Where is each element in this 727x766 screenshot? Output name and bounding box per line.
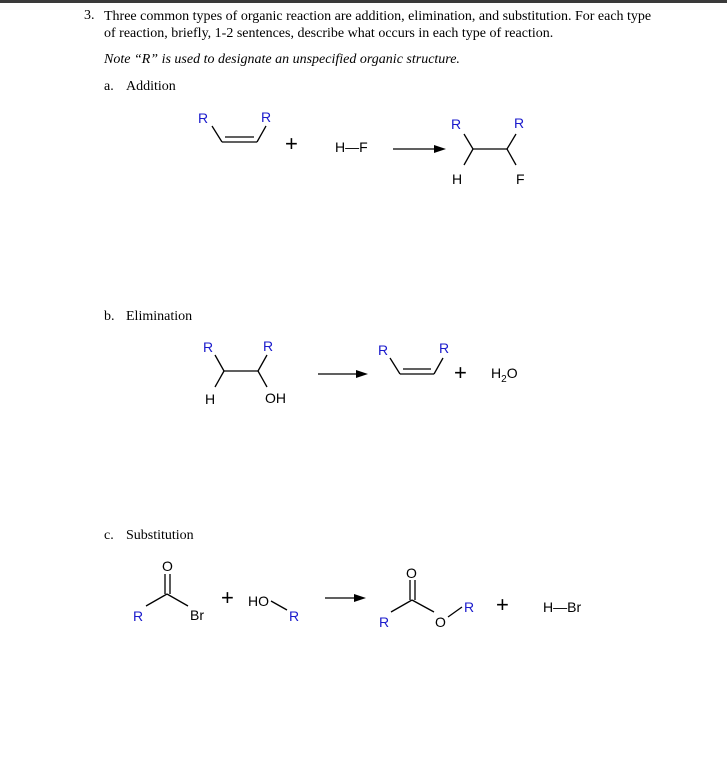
hf-reagent: H—F <box>335 139 368 155</box>
r-substituent: R <box>198 110 209 126</box>
bond <box>258 355 267 371</box>
r-substituent: R <box>451 116 462 132</box>
bond <box>271 601 287 610</box>
ester-oxygen: O <box>435 614 446 630</box>
addition-product <box>451 115 525 187</box>
oxygen-atom: O <box>162 558 173 574</box>
part-b-label: b. <box>104 309 115 324</box>
arrowhead <box>356 370 368 378</box>
part-a-title: Addition <box>126 79 176 94</box>
substitution-reaction <box>133 558 581 630</box>
r-substituent: R <box>289 608 300 624</box>
hydrogen-atom: H <box>205 391 216 407</box>
part-b-title: Elimination <box>126 309 193 324</box>
bond <box>257 126 266 142</box>
r-substituent: R <box>203 339 214 355</box>
bond <box>146 594 167 606</box>
bond <box>167 594 188 606</box>
alkene-product <box>378 340 449 374</box>
bond <box>391 600 412 612</box>
question-note: Note “R” is used to designate an unspecified organic structure. <box>104 52 460 67</box>
water-subscript: 2 <box>501 374 507 385</box>
r-substituent: R <box>378 342 389 358</box>
hydrogen-atom: H <box>452 171 463 187</box>
r-substituent: R <box>379 614 390 630</box>
alcohol-reactant <box>248 593 299 624</box>
elimination-reaction <box>203 338 518 407</box>
bond <box>507 134 516 149</box>
fluorine-atom: F <box>516 171 525 187</box>
question-text: Three common types of organic reaction are addition, elimination, and substitution. For each type of reaction, briefly, 1-2 sentences, describe what occurs in each type of reaction. <box>104 9 652 41</box>
hydroxyl-group: HO <box>248 593 269 609</box>
r-substituent: R <box>133 608 144 624</box>
r-substituent: R <box>261 109 272 125</box>
arrowhead <box>434 145 446 153</box>
alkene-reactant <box>198 109 271 142</box>
arrowhead <box>354 594 366 602</box>
hbr-product: H—Br <box>543 599 582 615</box>
part-a-label: a. <box>104 79 114 94</box>
oxygen-atom: O <box>406 565 417 581</box>
bond <box>390 358 400 374</box>
r-substituent: R <box>514 115 525 131</box>
bond <box>448 607 462 617</box>
acyl-bromide-reactant <box>133 558 204 624</box>
bond <box>215 371 224 387</box>
addition-reaction <box>198 109 525 187</box>
bond <box>215 355 224 371</box>
water-o: O <box>506 365 518 381</box>
bond <box>434 358 443 374</box>
plus-sign: + <box>285 131 298 156</box>
bond <box>464 134 473 149</box>
plus-sign: + <box>454 360 467 385</box>
question-number: 3. <box>84 8 95 23</box>
water-molecule <box>491 365 518 385</box>
part-c-label: c. <box>104 528 114 543</box>
r-substituent: R <box>464 599 475 615</box>
bond <box>464 149 473 165</box>
part-c-title: Substitution <box>126 528 194 543</box>
elimination-reactant <box>203 338 286 407</box>
r-substituent: R <box>263 338 274 354</box>
bond <box>212 126 222 142</box>
bond <box>258 371 267 387</box>
bromine-atom: Br <box>190 607 204 623</box>
plus-sign: + <box>496 592 509 617</box>
water-h: H <box>491 365 502 381</box>
bond <box>412 600 434 612</box>
r-substituent: R <box>439 340 450 356</box>
ester-product <box>379 565 474 630</box>
hydroxyl-group: OH <box>265 390 286 406</box>
bond <box>507 149 516 165</box>
plus-sign: + <box>221 585 234 610</box>
